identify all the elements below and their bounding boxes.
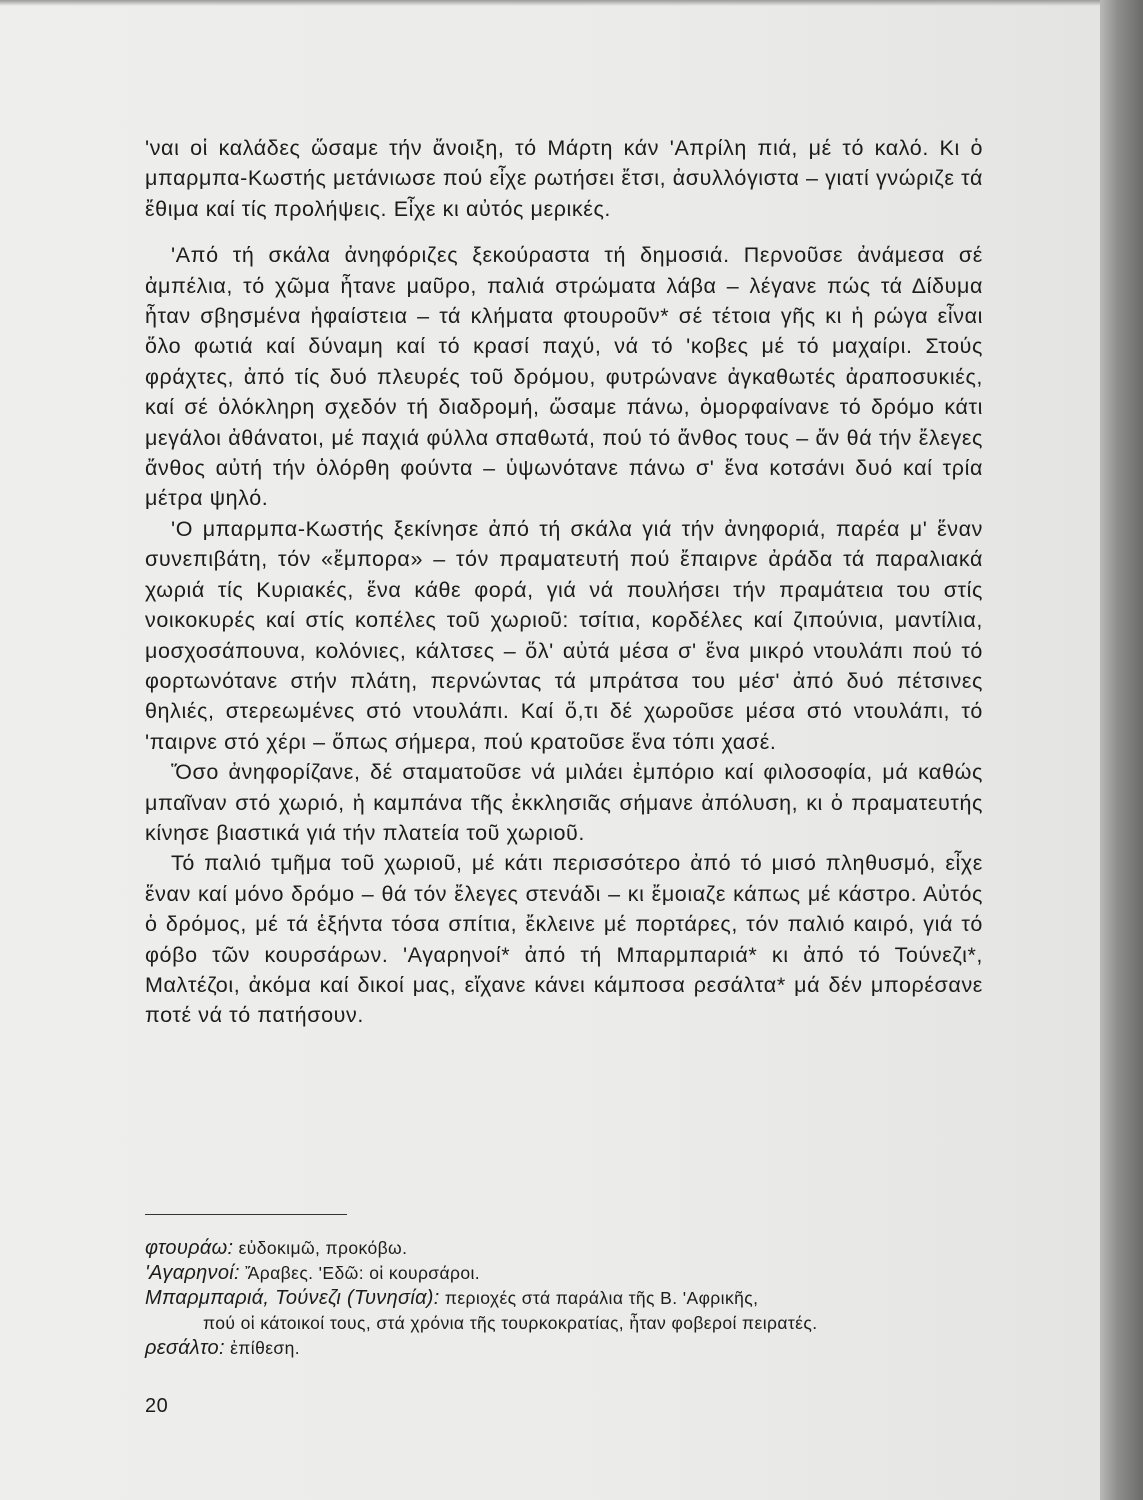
footnote-definition: περιοχές στά παράλια τῆς Β. 'Αφρικῆς, [439, 1288, 759, 1308]
top-edge-shadow [0, 0, 1100, 6]
footnote [145, 1236, 990, 1261]
footnote-term: Μπαρμπαριά, Τούνεζι (Τυνησία): [145, 1287, 440, 1309]
paragraph-continuation: 'ναι οἱ καλάδες ὥσαμε τήν ἄνοιξη, τό Μάρτη κάν 'Απρίλη πιά, μέ τό καλό. Κι ὁ μπαρμπα-Κωστής μετάνιωσε πού εἶχε ρωτήσει ἔτσι, ἀσυλλόγιστα – γιατί γνώριζε τά ἔθιμα καί τίς προλήψεις. Εἶχε κι αὐτός μερικές. [145, 136, 983, 221]
page-number: 20 [145, 1395, 169, 1417]
footnote-definition: εὐδοκιμῶ, προκόβω. [233, 1238, 408, 1258]
footnote [145, 1286, 990, 1336]
paragraph-village: Τό παλιό τμῆμα τοῦ χωριοῦ, μέ κάτι περισσότερο ἀπό τό μισό πληθυσμό, εἶχε ἕναν καί μόνο δρόμο – θά τόν ἔλεγες στενάδι – κι ἔμοιαζε κάπως μέ κάστρο. Αὐτός ὁ δρόμος, μέ τά ἑξήντα τόσα σπίτια, ἔκλεινε μέ πορτάρες, τόν παλιό καιρό, γιά τό φόβο τῶν κουρσάρων. 'Αγαρηνοί* ἀπό τή Μπαρμπαριά* κι ἀπό τό Τούνεζι*, Μαλτέζοι, ἀκόμα καί δικοί μας, εἴχανε κάνει κάμποσα ρεσάλτα* μά δέν μπορέσανε ποτέ νά τό πατήσουν. [145, 851, 983, 1028]
footnote-term: 'Αγαρηνοί: [145, 1262, 240, 1284]
footnote-term: φτουράω: [145, 1237, 234, 1259]
footnote-continuation: πού οἱ κάτοικοί τους, στά χρόνια τῆς τουρκοκρατίας, ἦταν φοβεροί πειρατές. [203, 1313, 818, 1333]
footnote-definition: Ἄραβες. 'Εδῶ: οἱ κουρσάροι. [239, 1263, 481, 1283]
footnote-term: ρεσάλτο: [145, 1337, 225, 1359]
paragraph-bell: Ὅσο ἀνηφορίζανε, δέ σταματοῦσε νά μιλάει ἐμπόριο καί φιλοσοφία, μά καθώς μπαῖναν στό χωριό, ἡ καμπάνα τῆς ἐκκλησιᾶς σήμανε ἀπόλυση, κι ὁ πραματευτής κίνησε βιαστικά γιά τήν πλατεία τοῦ χωριοῦ. [145, 760, 983, 845]
main-text [145, 133, 983, 1031]
footnotes [145, 1236, 990, 1361]
footnote-divider [145, 1214, 347, 1215]
footnote [145, 1336, 990, 1361]
page-gutter-shadow [1100, 0, 1143, 1500]
paragraph-merchant: 'Ο μπαρμπα-Κωστής ξεκίνησε ἀπό τή σκάλα γιά τήν ἀνηφοριά, παρέα μ' ἕναν συνεπιβάτη, τόν «ἔμπορα» – τόν πραματευτή πού ἔπαιρνε ἀράδα τά παραλιακά χωριά τίς Κυριακές, ἕνα κάθε φορά, γιά νά πουλήσει τήν πραμάτεια του στίς νοικοκυρές καί στίς κοπέλες τοῦ χωριοῦ: τσίτια, κορδέλες καί ζιπούνια, μαντίλια, μοσχοσάπουνα, κολόνιες, κάλτσες – ὅλ' αὐτά μέσα σ' ἕνα μικρό ντουλάπι πού τό φορτωνότανε στήν πλάτη, περνώντας τά μπράτσα του μέσ' ἀπό δυό πέτσινες θηλιές, στερεωμένες στό ντουλάπι. Καί ὅ,τι δέ χωροῦσε μέσα στό ντουλάπι, τό 'παιρνε στό χέρι – ὅπως σήμερα, πού κρατοῦσε ἕνα τόπι χασέ. [145, 516, 983, 754]
footnote [145, 1261, 990, 1286]
footnote-definition: ἐπίθεση. [224, 1338, 300, 1358]
paragraph-stairs: 'Από τή σκάλα ἀνηφόριζες ξεκούραστα τή δημοσιά. Περνοῦσε ἀνάμεσα σέ ἀμπέλια, τό χῶμα ἦτανε μαῦρο, παλιά στρώματα λάβα – λέγανε πώς τά Δίδυμα ἦταν σβησμένα ἡφαίστεια – τά κλήματα φτουροῦν* σέ τέτοια γῆς κι ἡ ρώγα εἶναι ὅλο φωτιά καί δύναμη καί τό κρασί παχύ, νά τό 'κοβες μέ τό μαχαίρι. Στούς φράχτες, ἀπό τίς δυό πλευρές τοῦ δρόμου, φυτρώνανε ἀγκαθωτές ἀραποσυκιές, καί σέ ὁλόκληρη σχεδόν τή διαδρομή, ὥσαμε πάνω, ὀμορφαίνανε τό δρόμο κάτι μεγάλοι ἀθάνατοι, μέ παχιά φύλλα σπαθωτά, πού τό ἄνθος τους – ἄν θά τήν ἔλεγες ἄνθος αὐτή τήν ὁλόρθη φούντα – ὑψωνότανε πάνω σ' ἕνα κοτσάνι δυό καί τρία μέτρα ψηλό. [145, 243, 983, 511]
